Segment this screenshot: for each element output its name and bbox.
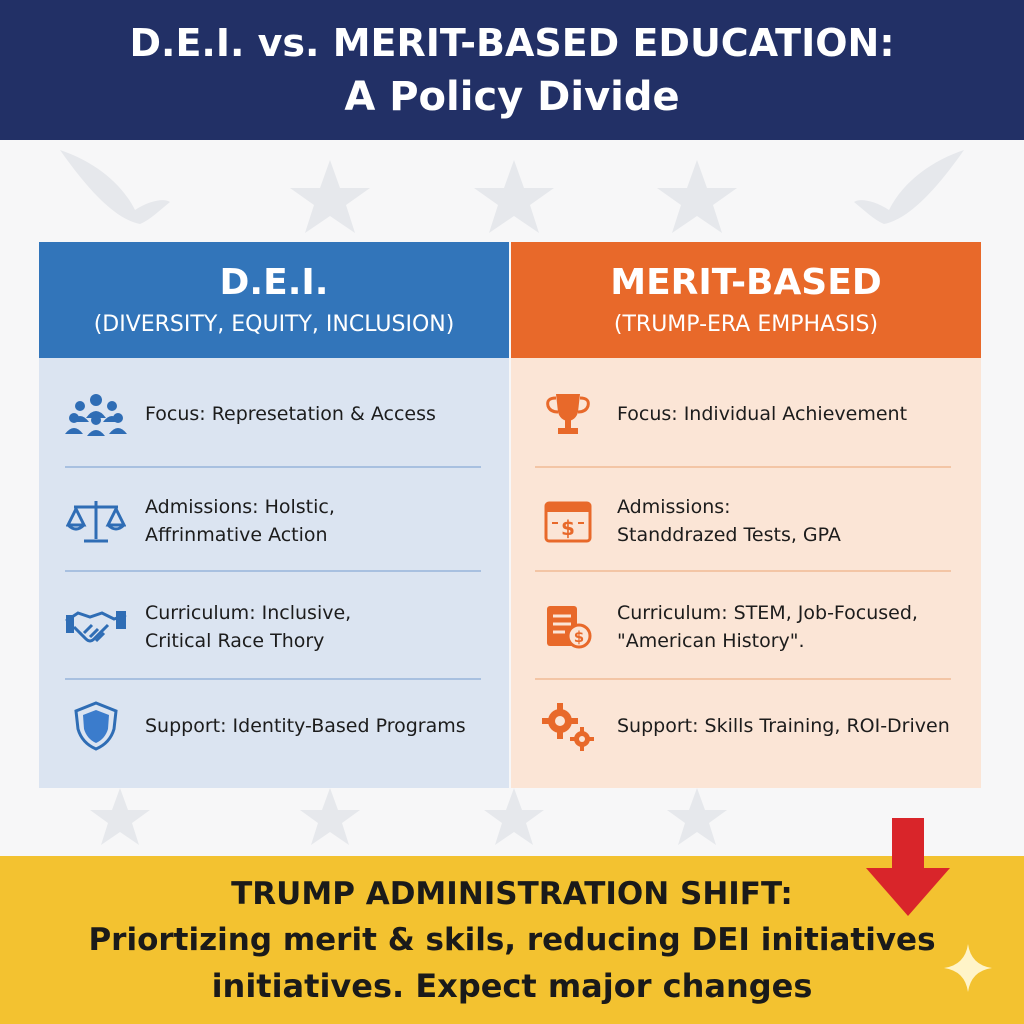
gears-icon (533, 701, 603, 751)
dei-row-support (39, 700, 509, 752)
divider (535, 678, 951, 680)
title-line-1: D.E.I. vs. MERIT-BASED EDUCATION: (129, 21, 895, 65)
dei-header (39, 242, 509, 358)
merit-admissions-text: Admissions: Standdrazed Tests, GPA (617, 496, 841, 546)
divider (535, 466, 951, 468)
shield-icon (61, 701, 131, 751)
merit-title: MERIT-BASED (610, 262, 882, 303)
star-icon (90, 788, 150, 845)
calendar-dollar-icon (533, 496, 603, 546)
merit-header (511, 242, 981, 358)
scales-icon (61, 496, 131, 546)
dei-support-text: Support: Identity-Based Programs (145, 715, 466, 737)
dei-column (39, 242, 509, 788)
merit-focus-text: Focus: Individual Achievement (617, 403, 908, 425)
footer-line-3: initiatives. Expect major changes (211, 967, 813, 1005)
down-arrow-icon (866, 818, 950, 916)
merit-row-admissions (511, 490, 981, 552)
trophy-icon (533, 389, 603, 439)
dei-row-curriculum (39, 596, 509, 658)
dei-row-admissions (39, 490, 509, 552)
sparkle-icon (942, 942, 994, 994)
star-icon (290, 160, 370, 233)
merit-support-text: Support: Skills Training, ROI-Driven (617, 715, 950, 737)
star-icon (484, 788, 544, 845)
people-group-icon (61, 389, 131, 439)
merit-subtitle: (TRUMP-ERA EMPHASIS) (613, 312, 879, 337)
svg-text:$: $ (561, 516, 575, 540)
merit-row-support (511, 700, 981, 752)
dei-title: D.E.I. (219, 262, 329, 303)
star-icon (300, 788, 360, 845)
merit-row-focus (511, 388, 981, 440)
star-icon (474, 160, 554, 233)
dei-subtitle: (DIVERSITY, EQUITY, INCLUSION) (93, 312, 455, 337)
footer-line-2: Priortizing merit & skils, reducing DEI initiatives (88, 922, 936, 958)
divider (65, 466, 481, 468)
header-banner (0, 0, 1024, 140)
eagle-icon (854, 150, 964, 224)
divider (65, 678, 481, 680)
svg-text:$: $ (573, 628, 585, 646)
divider (65, 570, 481, 572)
merit-column (511, 242, 981, 788)
footer-line-1: TRUMP ADMINISTRATION SHIFT: (231, 876, 793, 912)
dei-row-focus (39, 388, 509, 440)
handshake-icon (61, 602, 131, 652)
document-dollar-icon (533, 602, 603, 652)
star-icon (667, 788, 727, 845)
title-line-2: A Policy Divide (344, 74, 680, 120)
star-icon (657, 160, 737, 233)
merit-curriculum-text: Curriculum: STEM, Job-Focused, "American History". (617, 602, 918, 652)
merit-row-curriculum (511, 596, 981, 658)
eagle-icon (60, 150, 170, 224)
dei-curriculum-text: Curriculum: Inclusive, Critical Race Thory (145, 602, 352, 652)
dei-focus-text: Focus: Represetation & Access (145, 403, 436, 425)
divider (535, 570, 951, 572)
dei-admissions-text: Admissions: Holstic, Affrinmative Action (145, 496, 335, 546)
